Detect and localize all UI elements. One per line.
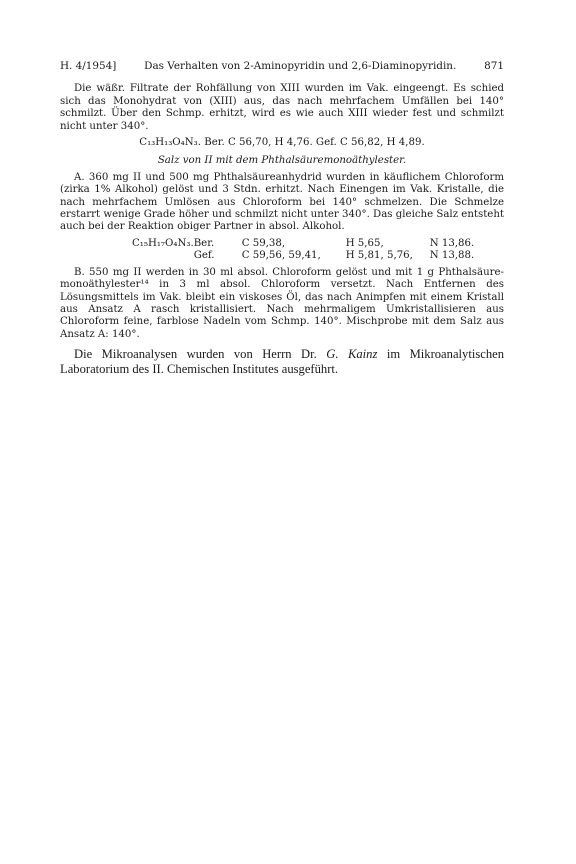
gef-carbon: C 59,56, 59,41,: [241, 250, 321, 262]
gef-nitrogen: N 13,88.: [429, 250, 475, 262]
acknowledgement-note: [60, 347, 504, 377]
section-title: Salz von II mit dem Phthalsäuremonoäthylester.: [157, 155, 407, 167]
ber-carbon: C 59,38,: [241, 237, 286, 249]
analyst-name: G. Kainz: [326, 347, 378, 362]
note-text-after: im Mikroanalytischen Laboratorium des II. Chemischen Institutes ausgeführt.: [60, 347, 504, 377]
analysis-values: Ber. C 56,70, H 4,76. Gef. C 56,82, H 4,89.: [204, 137, 425, 149]
analysis-table: [132, 238, 474, 263]
paragraph-variant-b: B. 550 mg II werden in 30 ml absol. Chloroform gelöst und mit 1 g Phthalsäure-monoäthylester¹⁴ in 3 ml absol. Chloroform versetzt. Nach Entfernen des Lösungsmittels im Vak. bleibt ein viskoses Öl, das nach Animpfen mit einem Kristall aus Ansatz A rasch kristallisiert. Nach mehrmaligem Umkristallisieren aus Chloroform feine, farblose Nadeln vom Schmp. 140°. Mischprobe mit dem Salz aus Ansatz A: 140°.: [60, 266, 504, 340]
running-header: [60, 60, 504, 72]
analysis-row-gef: [132, 250, 474, 262]
paragraph-variant-a: A. 360 mg II und 500 mg Phthalsäureanhydrid wurden in käuflichem Chloroform (zirka 1% Alkohol) gelöst und 3 Stdn. erhitzt. Nach Einengen im Vak. Kristalle, die nach mehrfachem Umlösen aus Chloroform bei 140° schmelzen. Die Schmelze erstarrt wenige Grade höher und schmilzt nicht unter 340°. Das gleiche Salz entsteht auch bei der Reaktion obiger Partner in absol. Alkohol.: [60, 171, 504, 233]
gef-hydrogen: H 5,81, 5,76,: [345, 250, 413, 262]
molecular-formula: C₁₃H₁₃O₄N₃.: [139, 137, 201, 149]
ber-label: Ber.: [193, 237, 215, 249]
journal-page: [60, 60, 504, 377]
journal-reference: H. 4/1954]: [60, 60, 117, 72]
running-title: Das Verhalten von 2-Aminopyridin und 2,6-Diaminopyridin.: [144, 60, 457, 72]
molecular-formula: C₁₅H₁₇O₄N₃.: [132, 237, 194, 249]
ber-nitrogen: N 13,86.: [429, 237, 475, 249]
ber-hydrogen: H 5,65,: [345, 237, 384, 249]
gef-label: Gef.: [193, 250, 215, 262]
analysis-row-ber: [132, 238, 474, 250]
analysis-line-1: [60, 137, 504, 149]
page-number: 871: [484, 60, 504, 72]
paragraph-filtrate: Die wäßr. Filtrate der Rohfällung von XIII wurden im Vak. eingeengt. Es schied sich das Monohydrat von (XIII) aus, das nach mehrfachem Umfällen bei 140° schmilzt. Über den Schmp. erhitzt, wird es wie auch XIII wieder fest und schmilzt nicht unter 340°.: [60, 83, 504, 132]
note-text-before: Die Mikroanalysen wurden von Herrn Dr.: [74, 347, 327, 362]
analysis-block-2: [60, 238, 504, 263]
